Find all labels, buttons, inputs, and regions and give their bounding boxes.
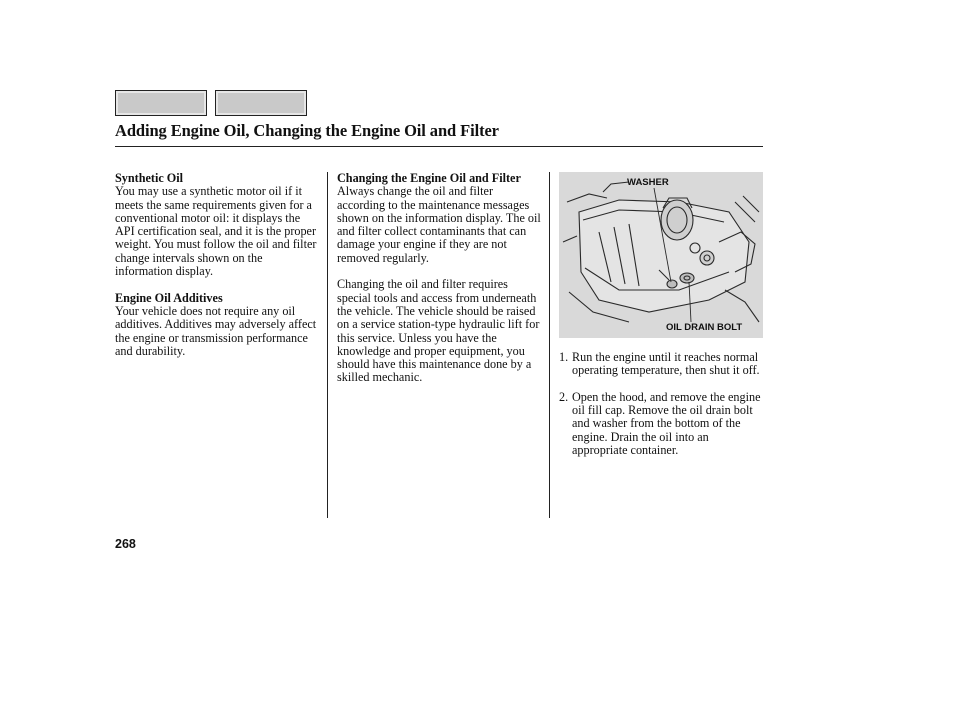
step-2 [559,391,763,457]
header-tab-2 [215,90,307,116]
step-1-text: Run the engine until it reaches normal operating temperature, then shut it off. [572,350,760,378]
column-right [559,172,763,457]
column-divider-1 [327,172,328,518]
synthetic-oil-heading: Synthetic Oil [115,171,184,185]
washer-callout: WASHER [627,177,669,188]
oil-additives-heading: Engine Oil Additives [115,290,223,305]
oil-additives-body: Your vehicle does not require any oil additives. Additives may adversely affect the engine or transmission performance and durability. [115,303,317,358]
header-tab-1 [115,90,207,116]
synthetic-oil-body: You may use a synthetic motor oil if it meets the same requirements given for a conventional motor oil: it displays the API certification seal, and it is the proper weight. You must follow the oil and filter change intervals shown on the information display. [115,184,317,279]
column-left [115,172,320,358]
engine-underside-drawing [559,172,763,338]
column-divider-2 [549,172,550,518]
changing-oil-paragraph-2: Changing the oil and filter requires special tools and access from underneath the vehicle. The vehicle should be raised on a service station-type hydraulic lift for this service. Unless you have the knowledge and proper equipment, you should have this maintenance done by a skilled mechanic. [337,277,540,385]
column-middle [337,172,541,385]
oil-drain-bolt-illustration [559,172,763,338]
page-title: Adding Engine Oil, Changing the Engine Oil and Filter [115,121,499,140]
step-1 [559,351,763,378]
step-2-number: 2. [559,389,569,404]
changing-oil-paragraph-1: Always change the oil and filter according to the maintenance messages shown on the information display. The oil and filter collect contaminants that can damage your engine if they are not removed regularly. [337,184,541,265]
step-1-number: 1. [559,350,569,364]
oil-drain-bolt-callout: OIL DRAIN BOLT [666,322,743,333]
step-2-text: Open the hood, and remove the engine oil fill cap. Remove the oil drain bolt and washer from the bottom of the engine. Drain the oil into an appropriate container. [572,389,761,458]
title-rule [115,146,763,147]
page-number: 268 [115,537,136,551]
changing-oil-heading: Changing the Engine Oil and Filter [337,171,521,185]
